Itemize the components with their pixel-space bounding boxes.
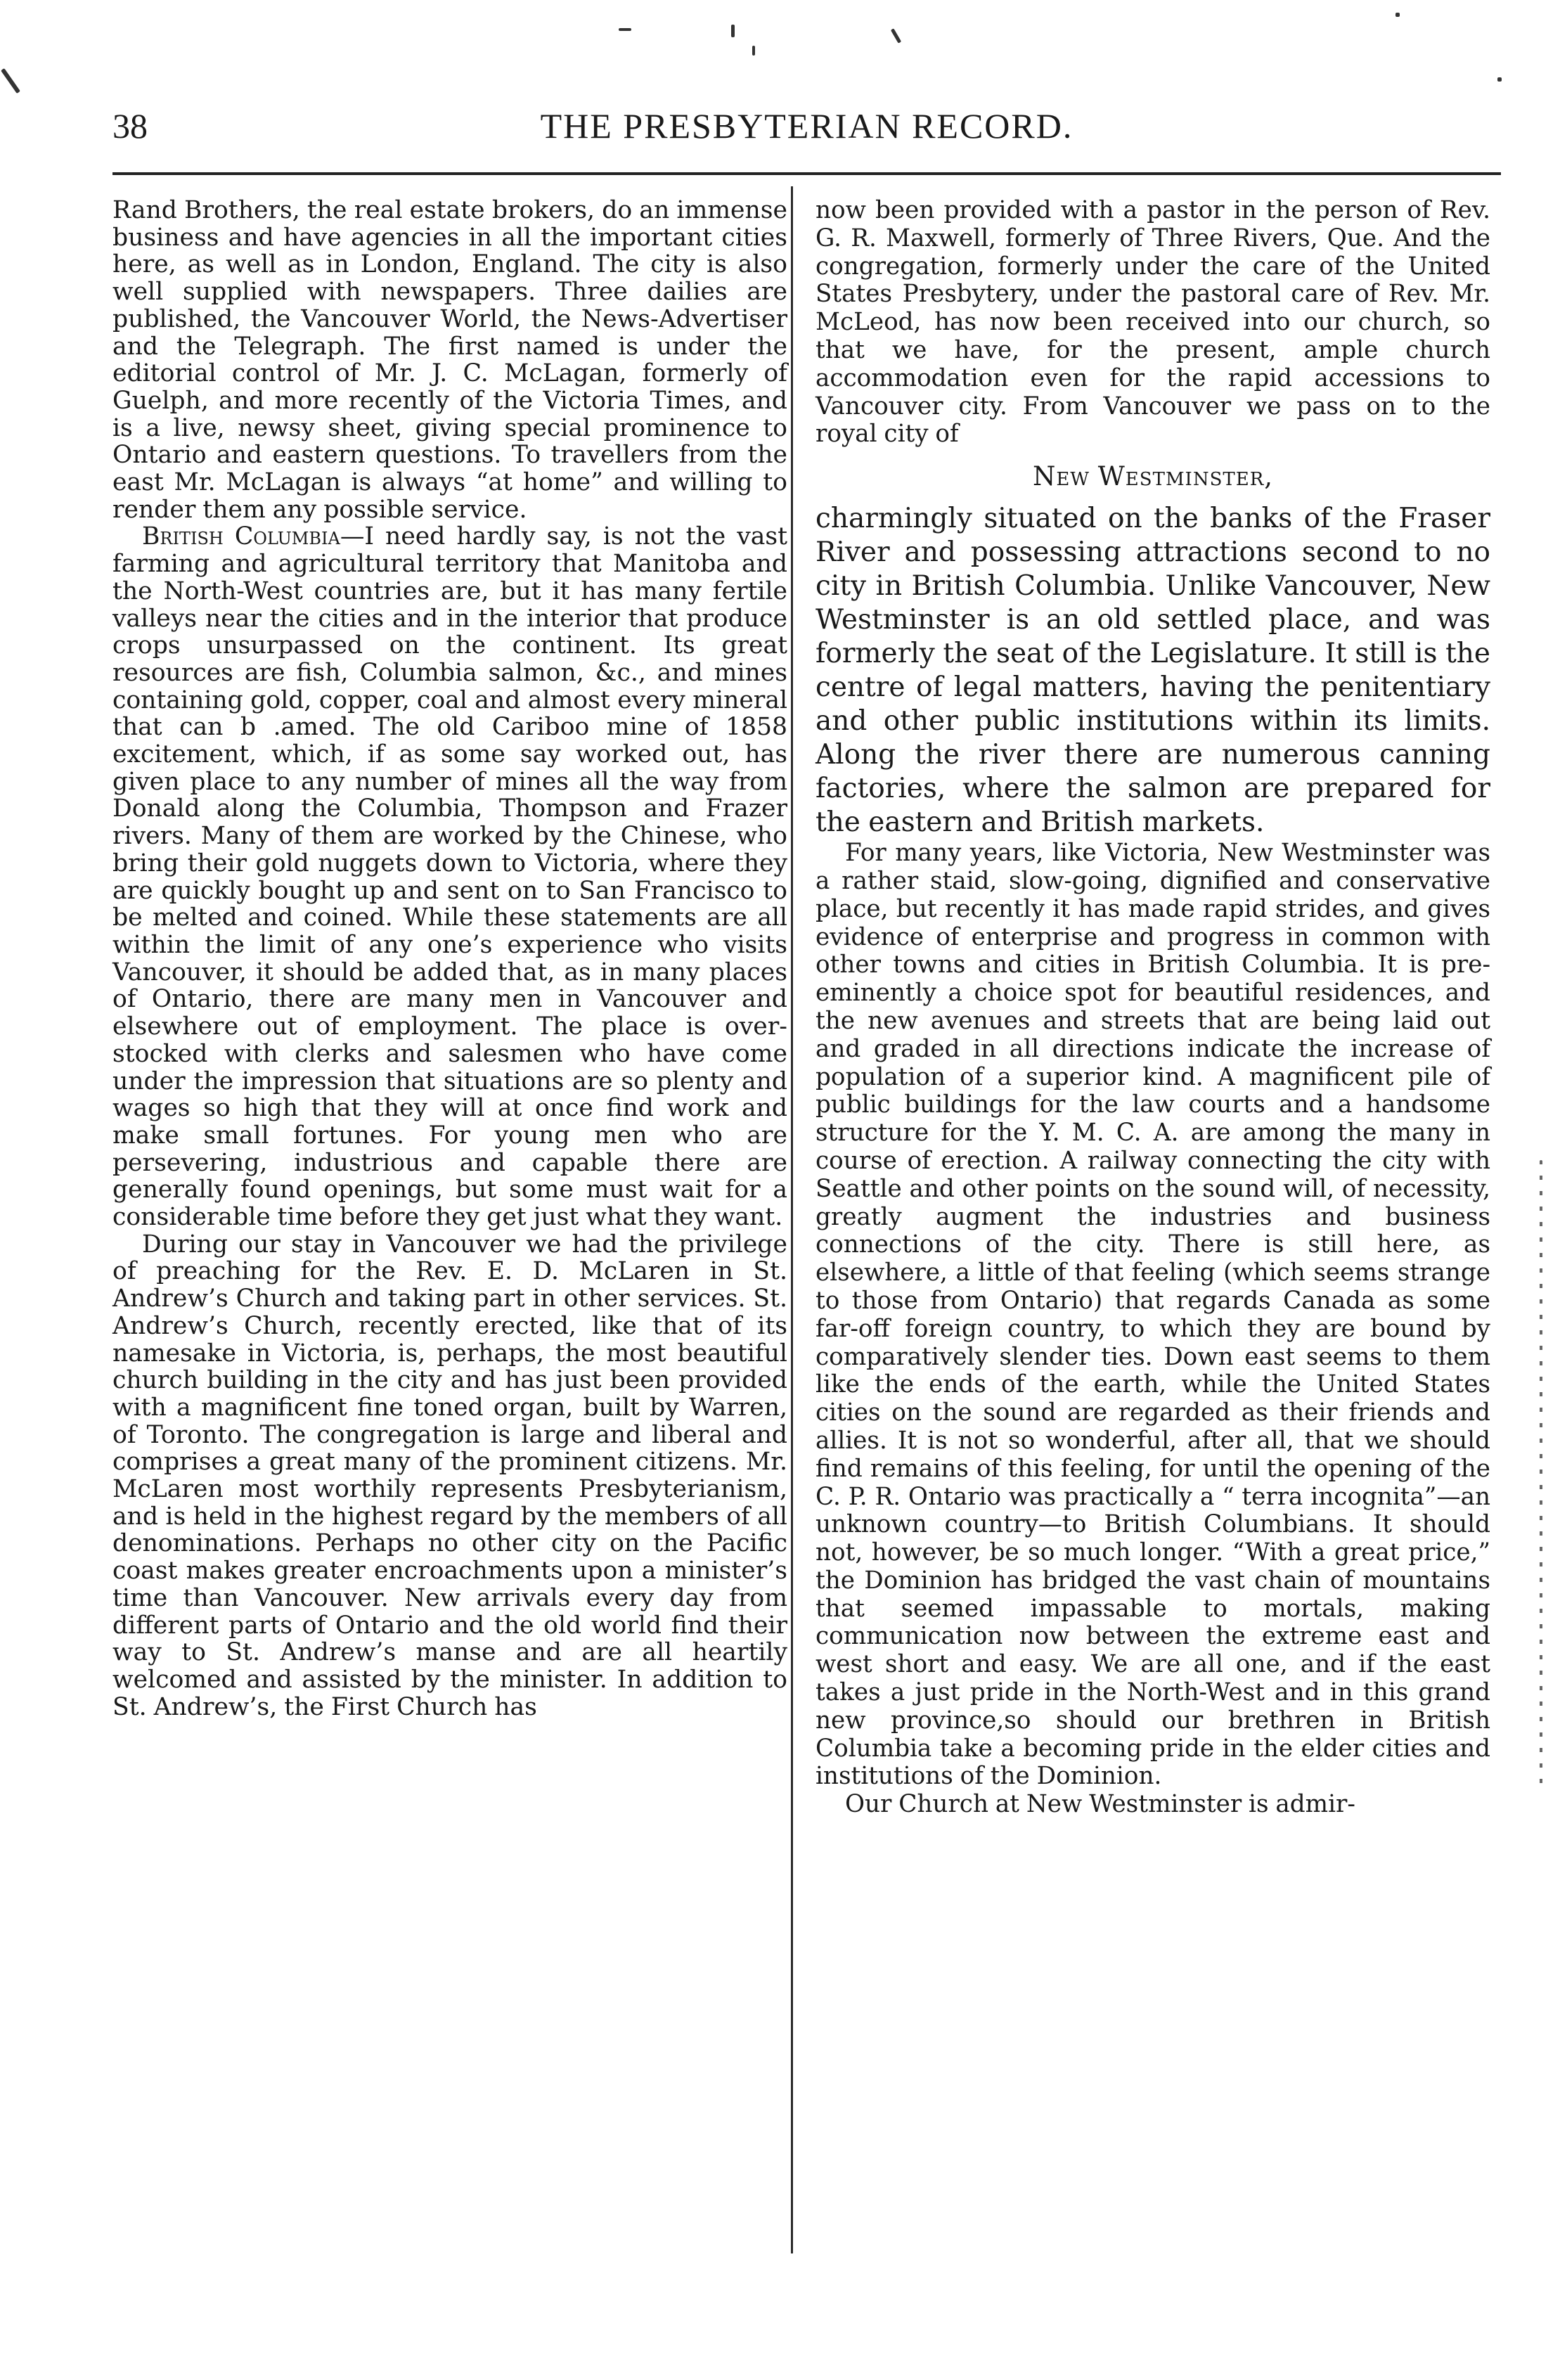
running-title: THE PRESBYTERIAN RECORD. [540,106,1074,146]
right-paragraph-1: now been provided with a pastor in the person of Rev. G. R. Maxwell, formerly of Three Rivers, Que. And the congregation, formerly under the care of the United States Presbytery, under the pastoral care of Rev. Mr. McLeod, has now been received into our church, so that we have, for the present, ample church accommodation even for the rapid accessions to Vancouver city. From Vancouver we pass on to the royal city of [816,196,1490,449]
left-paragraph-2 [112,523,787,1230]
header-rule [112,172,1501,175]
page-number: 38 [112,106,148,146]
left-paragraph-2-body: —I need hardly say, is not the vast farming and agricultural territory that Manitoba and the North-West countries are, but it has many fertile valleys near the cities and in the interior that produce crops unsurpassed on the continent. Its great resources are fish, Columbia salmon, &c., and mines containing gold, copper, coal and almost every mineral that can b .amed. The old Cariboo mine of 1858 excitement, which, if as some say worked out, has given place to any number of mines all the way from Donald along the Columbia, Thompson and Frazer rivers. Many of them are worked by the Chinese, who bring their gold nuggets down to Victoria, where they are quickly bought up and sent on to San Francisco to be melted and coined. While these statements are all within the limit of any one’s experience who visits Vancouver, it should be added that, as in many places of Ontario, there are many men in Vancouver and elsewhere out of employment. The place is over-stocked with clerks and salesmen who have come under the impression that situations are so plenty and wages so high that they will at once find work and make small fortunes. For young men who are persevering, industrious and capable there are generally found openings, but some must wait for a considerable time before they get just what they want. [112,522,787,1232]
subheading-new-westminster: New Westminster, [1032,461,1274,492]
right-paragraph-3: For many years, like Victoria, New Westminster was a rather staid, slow-going, dignified and conservative place, but recently it has made rapid strides, and gives evidence of enterprise and progress in common with other towns and cities in British Columbia. It is pre-eminently a choice spot for beautiful residences, and the new avenues and streets that are being laid out and graded in all directions indicate the increase of population of a superior kind. A magnificent pile of public buildings for the law courts and a handsome structure for the Y. M. C. A. are among the many in course of erection. A railway connecting the city with Seattle and other points on the sound will, of necessity, greatly augment the industries and business connections of the city. There is still here, as elsewhere, a little of that feeling (which seems strange to those from Ontario) that regards Canada as some far-off foreign country, to which they are bound by comparatively slender ties. Down east seems to them like the ends of the earth, while the United States cities on the sound are regarded as their friends and allies. It is not so wonderful, after all, that we should find remains of this feeling, for until the opening of the C. P. R. Ontario was practically a “ terra incognita”—an unknown country—to British Columbians. It should not, however, be so much longer. “With a great price,” the Dominion has bridged the vast chain of mountains that seemed impassable to mortals, making communication now between the extreme east and west short and easy. We are all one, and if the east takes a just pride in the North-West and in this grand new province,so should our brethren in British Columbia take a becoming pride in the elder cities and institutions of the Dominion. [816,839,1490,1791]
scan-speck [1395,13,1400,17]
scan-speck [752,46,755,56]
scan-margin-noise [1540,1160,1542,1793]
scan-speck [619,28,631,31]
left-paragraph-3: During our stay in Vancouver we had the privilege of preaching for the Rev. E. D. McLaren in St. Andrew’s Church and taking part in other services. St. Andrew’s Church, recently erected, like that of its namesake in Victoria, is, perhaps, the most beautiful church building in the city and has just been provided with a magnificent fine toned organ, built by Warren, of Toronto. The congregation is large and liberal and comprises a great many of the prominent citizens. Mr. McLaren most worthily represents Presbyterianism, and is held in the highest regard by the members of all denominations. Perhaps no other city on the Pacific coast makes greater encroachments upon a minister’s time than Vancouver. New arrivals every day from different parts of Ontario and the old world find their way to St. Andrew’s manse and are all heartily welcomed and assisted by the minister. In addition to St. Andrew’s, the First Church has [112,1230,787,1721]
right-column [816,197,1490,2250]
column-divider [791,186,793,2253]
right-paragraph-2: charmingly situated on the banks of the Fraser River and possessing attractions second to no city in British Columbia. Unlike Vancouver, New Westminster is an old settled place, and was formerly the seat of the Legislature. It still is the centre of legal matters, having the penitentiary and other public institutions within its limits. Along the river there are numerous canning factories, where the salmon are prepared for the eastern and British markets. [816,503,1490,839]
scan-speck [891,28,901,44]
section-lead-british-columbia: British Columbia [142,522,340,551]
scan-speck [731,25,735,37]
left-column [112,197,787,2250]
left-paragraph-1: Rand Brothers, the real estate brokers, do an immense business and have agencies in all the important cities here, as well as in London, England. The city is also well supplied with newspapers. Three dailies are published, the Vancouver World, the News-Advertiser and the Telegraph. The first named is under the editorial control of Mr. J. C. McLagan, formerly of Guelph, and more recently of the Victoria Times, and is a live, newsy sheet, giving special prominence to Ontario and eastern questions. To travellers from the east Mr. McLagan is always “at home” and willing to render them any possible service. [112,196,787,524]
page-header [112,98,1501,155]
right-paragraph-4: Our Church at New Westminster is admir- [845,1790,1355,1819]
scan-speck [1,68,20,94]
scan-speck [1497,77,1502,82]
